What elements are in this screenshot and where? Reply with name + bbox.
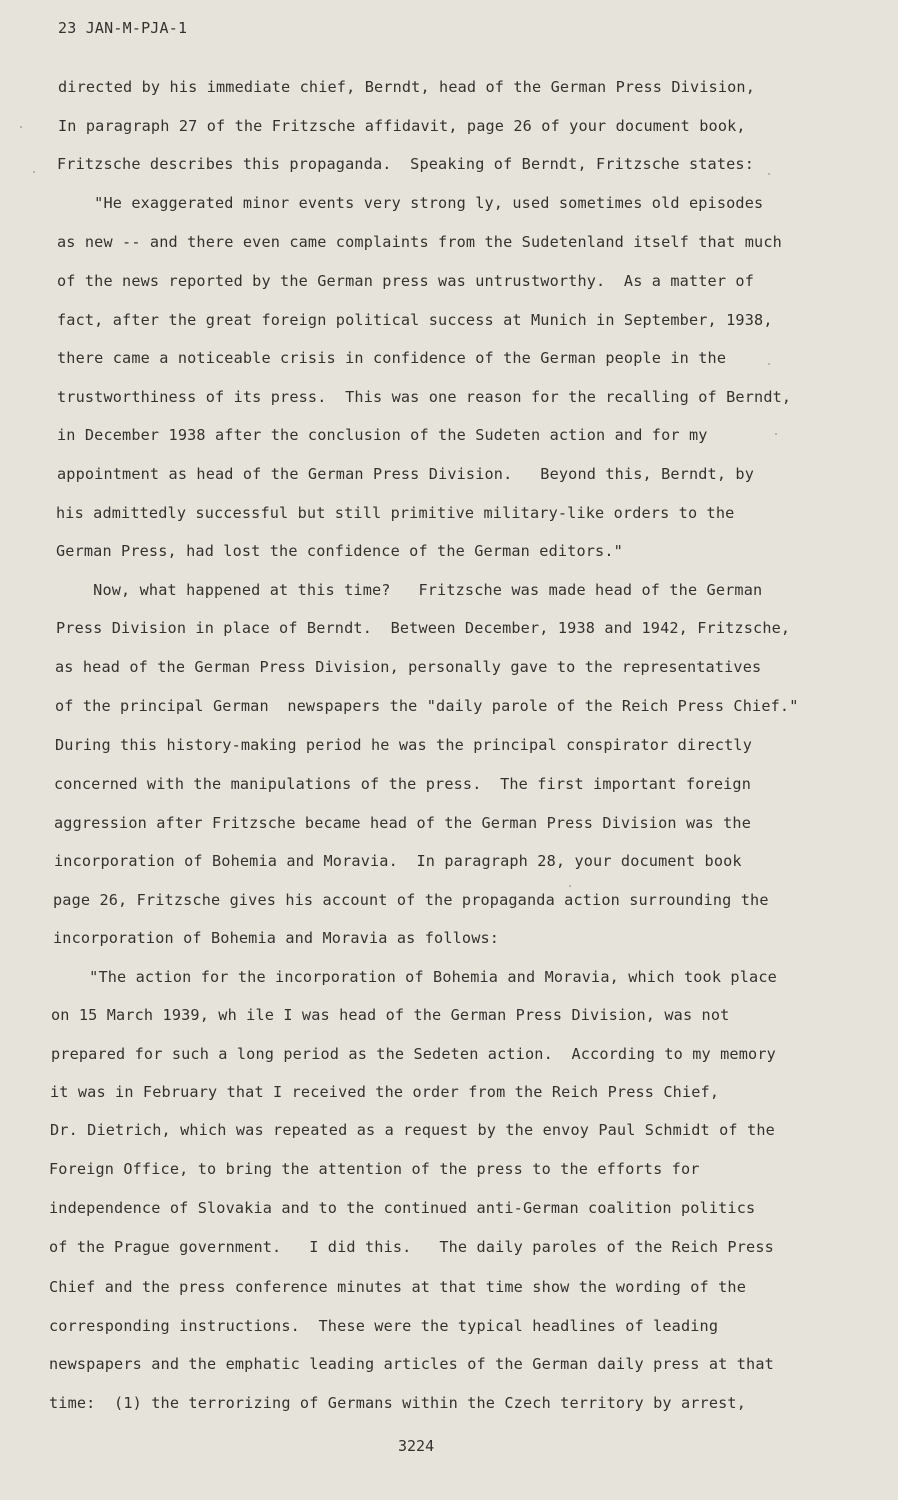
text-line: corresponding instructions. These were the typical headlines of leading xyxy=(49,1317,719,1335)
text-line: In paragraph 27 of the Fritzsche affidavit, page 26 of your document book, xyxy=(58,117,746,135)
text-line: on 15 March 1939, wh ile I was head of the German Press Division, was not xyxy=(51,1006,730,1024)
text-line: his admittedly successful but still primitive military-like orders to the xyxy=(56,504,735,522)
paper-speck xyxy=(775,433,777,435)
text-line: appointment as head of the German Press Division. Beyond this, Berndt, by xyxy=(57,465,755,483)
paper-speck xyxy=(768,173,770,175)
document-header: 23 JAN-M-PJA-1 xyxy=(58,19,188,37)
text-line: as head of the German Press Division, personally gave to the representatives xyxy=(55,658,762,676)
text-line: it was in February that I received the order from the Reich Press Chief, xyxy=(50,1083,720,1101)
text-line: German Press, had lost the confidence of the German editors." xyxy=(56,542,623,560)
text-line: prepared for such a long period as the Sedeten action. According to my memory xyxy=(51,1045,776,1063)
text-line: Foreign Office, to bring the attention of the press to the efforts for xyxy=(49,1160,700,1178)
text-line: incorporation of Bohemia and Moravia as follows: xyxy=(53,929,500,947)
text-line: fact, after the great foreign political success at Munich in September, 1938, xyxy=(57,311,773,329)
text-line: of the news reported by the German press was untrustworthy. As a matter of xyxy=(57,272,755,290)
text-line: newspapers and the emphatic leading articles of the German daily press at that xyxy=(49,1355,774,1373)
paper-speck xyxy=(569,885,571,887)
paper-speck xyxy=(768,363,770,365)
text-line: incorporation of Bohemia and Moravia. In paragraph 28, your document book xyxy=(54,852,742,870)
text-line: trustworthiness of its press. This was one reason for the recalling of Berndt, xyxy=(57,388,792,406)
text-line: as new -- and there even came complaints from the Sudetenland itself that much xyxy=(57,233,782,251)
text-line: time: (1) the terrorizing of Germans within the Czech territory by arrest, xyxy=(49,1394,747,1412)
paper-speck xyxy=(20,126,22,128)
text-line: page 26, Fritzsche gives his account of the propaganda action surrounding the xyxy=(53,891,769,909)
text-line: concerned with the manipulations of the press. The first important foreign xyxy=(54,775,752,793)
text-line: of the principal German newspapers the "daily parole of the Reich Press Chief." xyxy=(55,697,799,715)
text-line: During this history-making period he was the principal conspirator directly xyxy=(55,736,753,754)
text-line: aggression after Fritzsche became head of the German Press Division was the xyxy=(54,814,752,832)
text-line: Chief and the press conference minutes at that time show the wording of the xyxy=(49,1278,747,1296)
text-line: "He exaggerated minor events very strong ly, used sometimes old episodes xyxy=(57,194,764,212)
page-number: 3224 xyxy=(398,1437,435,1455)
text-line: directed by his immediate chief, Berndt, head of the German Press Division, xyxy=(58,78,756,96)
text-line: Now, what happened at this time? Fritzsche was made head of the German xyxy=(56,581,763,599)
text-line: independence of Slovakia and to the continued anti-German coalition politics xyxy=(49,1199,756,1217)
text-line: "The action for the incorporation of Bohemia and Moravia, which took place xyxy=(52,968,777,986)
paper-speck xyxy=(33,171,35,173)
text-line: Fritzsche describes this propaganda. Speaking of Berndt, Fritzsche states: xyxy=(57,155,755,173)
text-line: Dr. Dietrich, which was repeated as a request by the envoy Paul Schmidt of the xyxy=(50,1121,775,1139)
text-line: there came a noticeable crisis in confidence of the German people in the xyxy=(57,349,727,367)
text-line: in December 1938 after the conclusion of the Sudeten action and for my xyxy=(57,426,708,444)
text-line: of the Prague government. I did this. The daily paroles of the Reich Press xyxy=(49,1238,774,1256)
text-line: Press Division in place of Berndt. Between December, 1938 and 1942, Fritzsche, xyxy=(56,619,791,637)
